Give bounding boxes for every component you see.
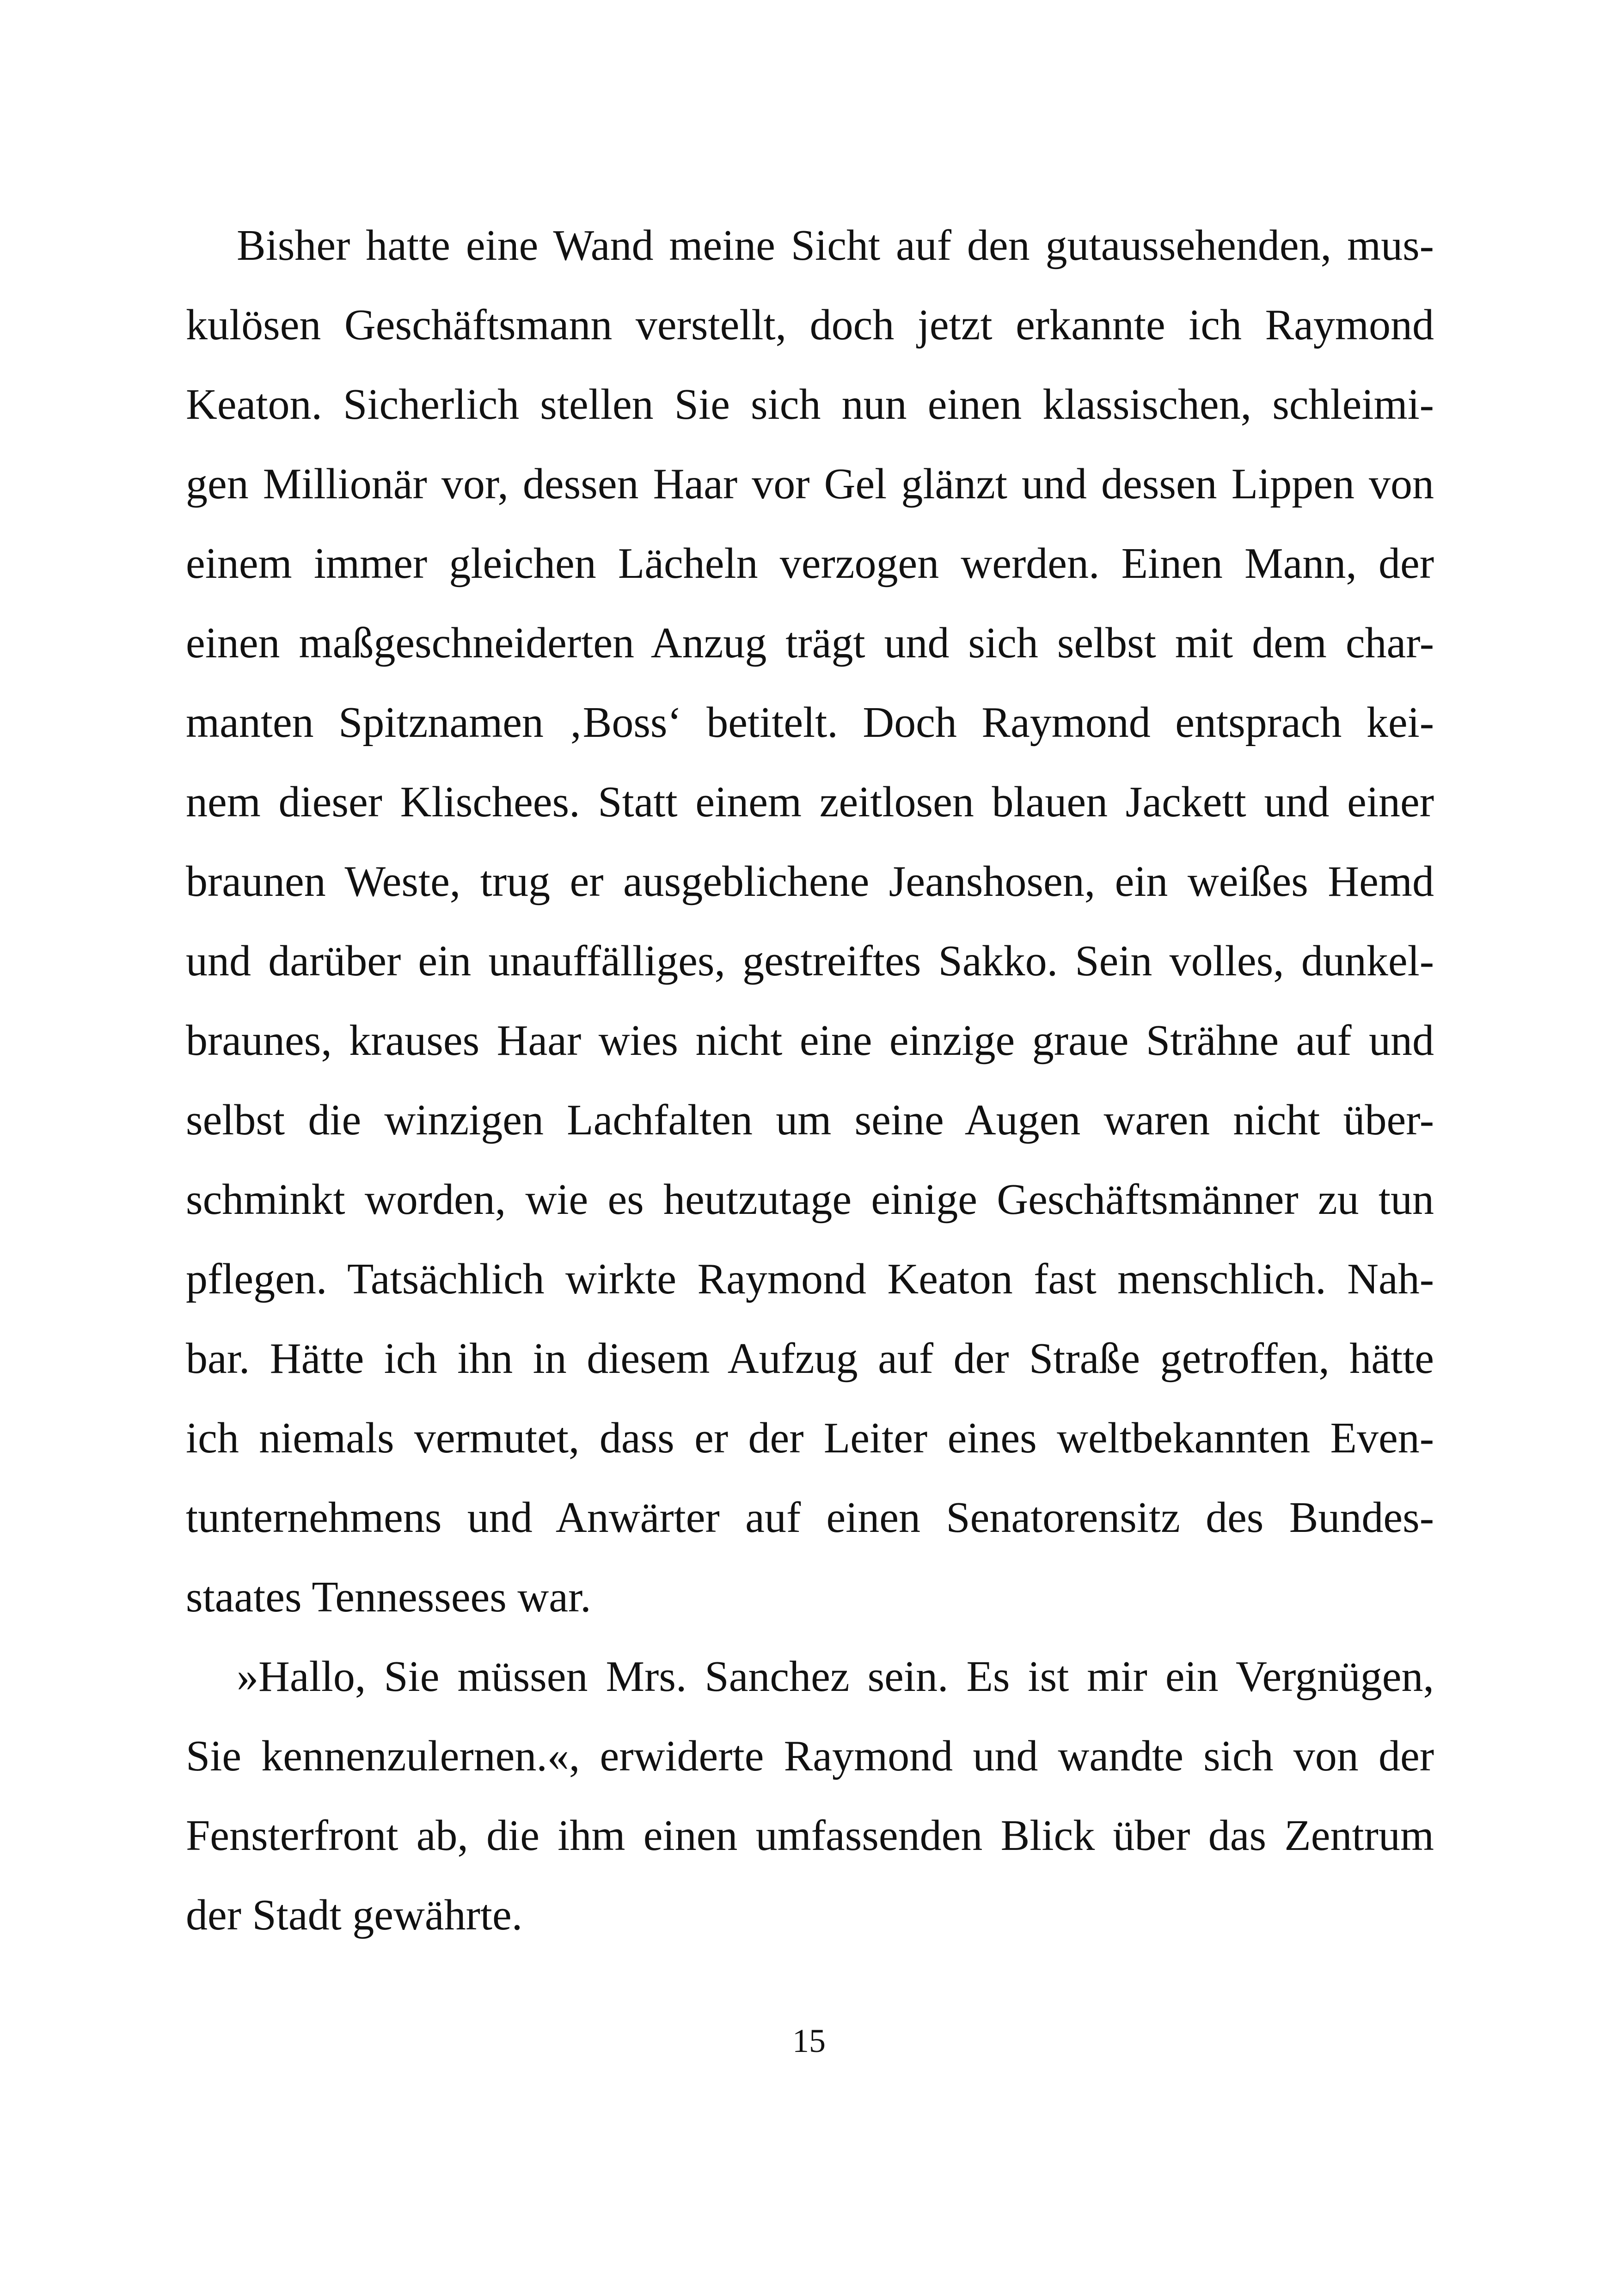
text-line: tunternehmens und Anwärter auf einen Senatorensitz des Bundes- (186, 1494, 1434, 1542)
text-line: einem immer gleichen Lächeln verzogen werden. Einen Mann, der (186, 539, 1434, 588)
text-line: Sie kennenzulernen.«, erwiderte Raymond und wandte sich von der (186, 1732, 1434, 1780)
text-line: pflegen. Tatsächlich wirkte Raymond Keaton fast menschlich. Nah- (186, 1255, 1434, 1303)
text-line: nem dieser Klischees. Statt einem zeitlosen blauen Jackett und einer (186, 778, 1434, 826)
text-line: selbst die winzigen Lachfalten um seine Augen waren nicht über- (186, 1096, 1434, 1144)
text-line: einen maßgeschneiderten Anzug trägt und sich selbst mit dem char- (186, 619, 1434, 667)
text-line: der Stadt gewährte. (186, 1891, 523, 1939)
text-line: und darüber ein unauffälliges, gestreiftes Sakko. Sein volles, dunkel- (186, 937, 1434, 985)
text-line: braunen Weste, trug er ausgeblichene Jeanshosen, ein weißes Hemd (186, 857, 1434, 906)
text-line: manten Spitznamen ‚Boss‘ betitelt. Doch Raymond entsprach kei- (186, 698, 1434, 747)
text-line: kulösen Geschäftsmann verstellt, doch jetzt erkannte ich Raymond (186, 301, 1434, 349)
body-text (186, 206, 1434, 1955)
paragraph-1 (186, 206, 1434, 1637)
text-line: Fensterfront ab, die ihm einen umfassenden Blick über das Zentrum (186, 1812, 1434, 1860)
text-line: braunes, krauses Haar wies nicht eine einzige graue Strähne auf und (186, 1016, 1434, 1065)
page-number: 15 (792, 2022, 826, 2059)
paragraph-2 (186, 1637, 1434, 1955)
text-line: »Hallo, Sie müssen Mrs. Sanchez sein. Es ist mir ein Vergnügen, (237, 1653, 1434, 1701)
text-line: Bisher hatte eine Wand meine Sicht auf den gutaussehenden, mus- (237, 221, 1434, 269)
text-line: Keaton. Sicherlich stellen Sie sich nun einen klassischen, schleimi- (186, 380, 1434, 429)
text-line: schminkt worden, wie es heutzutage einige Geschäftsmänner zu tun (186, 1176, 1434, 1224)
text-line: staates Tennessees war. (186, 1573, 591, 1621)
text-line: gen Millionär vor, dessen Haar vor Gel glänzt und dessen Lippen von (186, 460, 1434, 508)
text-line: bar. Hätte ich ihn in diesem Aufzug auf der Straße getroffen, hätte (186, 1335, 1434, 1383)
text-line: ich niemals vermutet, dass er der Leiter eines weltbekannten Even- (186, 1414, 1434, 1462)
